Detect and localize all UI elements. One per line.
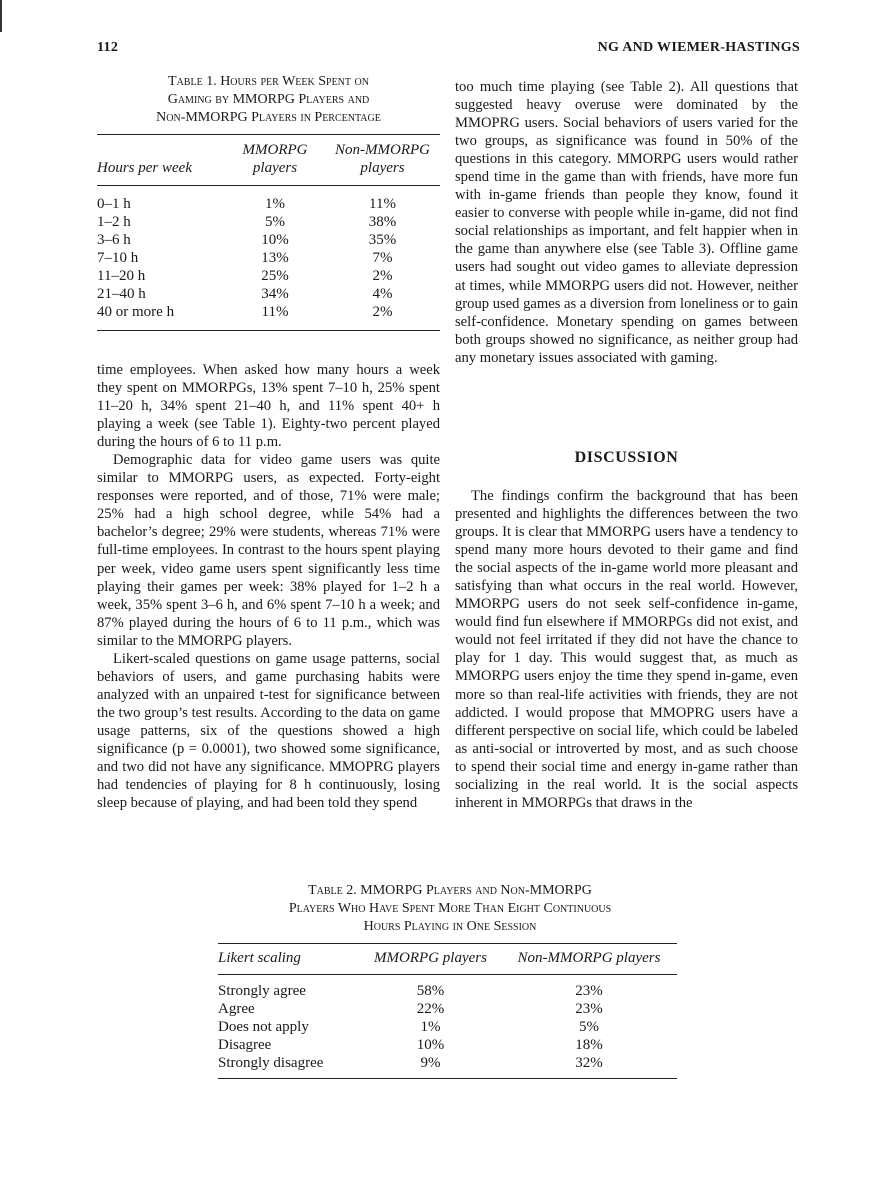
right-column-text (455, 78, 798, 367)
header-line: players (360, 160, 405, 176)
table-cell: 10% (416, 1037, 445, 1053)
table-cell: 1% (265, 196, 285, 212)
table-row (218, 1036, 677, 1054)
table-cell: 18% (575, 1037, 603, 1053)
table-cell: 13% (261, 250, 289, 266)
body-paragraph: too much time playing (see Table 2). All questions that suggested heavy overuse were dominated by the MMOPRG users. Social behaviors of users varied for the two groups, as significance was found in 50% of the questions in this category. MMORPG users would rather spend time in the game than with friends, have more fun with in-game friends than people they know, found it easier to converse with people while in-game, did not find social relationships as important, and felt happier when in the game than anywhere else (see Table 3). Offline game users had sought out video games to alleviate depression at times, while MMORPG users did not. However, neither group used games as a diversion from loneliness or to gain self-confidence. Monetary spending on games between both groups showed no significance, as neither group had any monetary issues associated with gaming. (455, 79, 798, 366)
table-cell: 7–10 h (97, 250, 139, 266)
table1-caption-line: Table 1. Hours per Week Spent on (168, 74, 369, 89)
table-cell: 1% (420, 1019, 441, 1035)
table1-caption-line: Non-MMORPG Players in Percentage (156, 110, 381, 125)
table-cell: 0–1 h (97, 196, 131, 212)
running-head: NG AND WIEMER-HASTINGS (597, 40, 800, 55)
table2-caption (200, 882, 700, 936)
table-cell: 10% (261, 232, 289, 248)
table-cell: 2% (372, 268, 393, 284)
table-cell: 11–20 h (97, 268, 146, 284)
table-cell: Strongly agree (218, 983, 306, 999)
table-cell: Disagree (218, 1037, 272, 1053)
table-row (97, 303, 440, 331)
table1-header-hours: Hours per week (97, 135, 225, 186)
table-cell: 23% (575, 1001, 603, 1017)
table-cell: 25% (261, 268, 289, 284)
table-row (97, 213, 440, 231)
table-cell: 9% (360, 1054, 501, 1079)
table-cell: 23% (575, 983, 603, 999)
discussion-text (455, 487, 798, 812)
table-row (218, 1000, 677, 1018)
table-row (97, 231, 440, 249)
header-line: players (252, 160, 298, 176)
table1-caption (97, 73, 440, 127)
left-column-text (97, 361, 440, 812)
table-cell: 7% (372, 250, 393, 266)
table2-caption-line: Table 2. MMORPG Players and Non-MMORPG (308, 883, 592, 898)
table-cell: 35% (368, 232, 397, 248)
table-row (97, 186, 440, 214)
table-cell: 34% (261, 286, 289, 302)
body-paragraph: The findings confirm the background that has been presented and highlights the differences between the two groups. It is clear that MMORPG users have a tendency to spend many more hours devoted to their game and find the social aspects of the in-game world more pleasant and satisfying than what occurs in the real world. However, MMORPG users do not seek self-confidence in-game, would find fun elsewhere if MMORPGs did not exist, and would not feel irritated if they did not have the chance to play for 1 day. This would suggest that, as much as MMORPG users enjoy the time they spend in-game, even more so than real-life activities with friends, they are not addicted. I would propose that MMOPRG users have a different perspective on social life, which could be labeled as anti-social or introverted by most, and as such choose to spend their social time and energy in-game rather than socializing in the real world. It is the social aspects inherent in MMORPGs that draws in the (455, 488, 798, 811)
table2-header-mmorpg: MMORPG players (360, 944, 501, 975)
table-row (97, 267, 440, 285)
table1-caption-line: Gaming by MMORPG Players and (167, 92, 370, 107)
table-cell: 40 or more h (97, 303, 225, 331)
table-row (218, 1054, 677, 1079)
header-line: Non-MMORPG (335, 142, 430, 158)
table2-caption-line: Players Who Have Spent More Than Eight Continuous (288, 901, 612, 916)
table2-caption-line: Hours Playing in One Session (363, 919, 537, 934)
body-paragraph: time employees. When asked how many hours a week they spent on MMORPGs, 13% spent 7–10 h, 25% spent 11–20 h, 34% spent 21–40 h, and 11% spent 40+ h playing a week (see Table 1). Eighty-two percent played during the hours of 6 to 11 p.m. (97, 362, 440, 451)
table-cell: 4% (372, 286, 393, 302)
table-cell: 11% (369, 196, 396, 212)
page-edge-mark (0, 0, 2, 32)
table-cell: 11% (225, 303, 325, 331)
table-cell: Does not apply (218, 1019, 309, 1035)
table-cell: 3–6 h (97, 232, 131, 248)
table-row (97, 249, 440, 267)
body-paragraph: Demographic data for video game users was quite similar to MMORPG users, as expected. Forty-eight responses were reported, and of those, 71% were male; 25% had a high school degree, while 54% had a bachelor’s degree; 29% were students, whereas 71% were full-time employees. In contrast to the hours spent playing per week, video game users spent significantly less time playing their games per week: 38% played for 1–2 h a week, 35% spent 3–6 h, and 6% spent 7–10 h a week; and 87% played during the hours of 6 to 11 p.m., which was similar to the MMORPG players. (97, 452, 440, 649)
table-row (97, 285, 440, 303)
table2-header-non-mmorpg: Non-MMORPG players (501, 944, 677, 975)
table-cell: Strongly disagree (218, 1054, 360, 1079)
table-cell: 21–40 h (97, 286, 146, 302)
table-cell: Agree (218, 1001, 255, 1017)
body-paragraph: Likert-scaled questions on game usage patterns, social behaviors of users, and game purchasing habits were analyzed with an unpaired t-test for significance between the two group’s test results. According to the data on game usage patterns, six of the questions showed a high significance (p = 0.0001), two showed some significance, and two did not have any significance. MMOPRG players had tendencies of playing for 8 h continuously, losing sleep because of playing, and had been told they spend (97, 650, 440, 812)
section-heading: DISCUSSION (574, 449, 679, 466)
table2 (218, 943, 677, 1079)
table-cell: 32% (501, 1054, 677, 1079)
table-cell: 5% (265, 214, 285, 230)
table-cell: 2% (325, 303, 440, 331)
table-cell: 22% (416, 1001, 445, 1017)
table-cell: 5% (579, 1019, 599, 1035)
table-row (218, 1018, 677, 1036)
table-cell: 58% (416, 983, 445, 999)
table1-header-mmorpg (225, 135, 325, 186)
table-cell: 38% (368, 214, 397, 230)
table1 (97, 134, 440, 331)
table2-header-row (218, 944, 677, 975)
page-number: 112 (97, 40, 119, 55)
table1-header-row (97, 135, 440, 186)
table2-header-likert: Likert scaling (218, 944, 360, 975)
table-cell: 1–2 h (97, 214, 131, 230)
header-line: MMORPG (242, 142, 308, 158)
table-row (218, 975, 677, 1001)
table1-header-non-mmorpg (325, 135, 440, 186)
